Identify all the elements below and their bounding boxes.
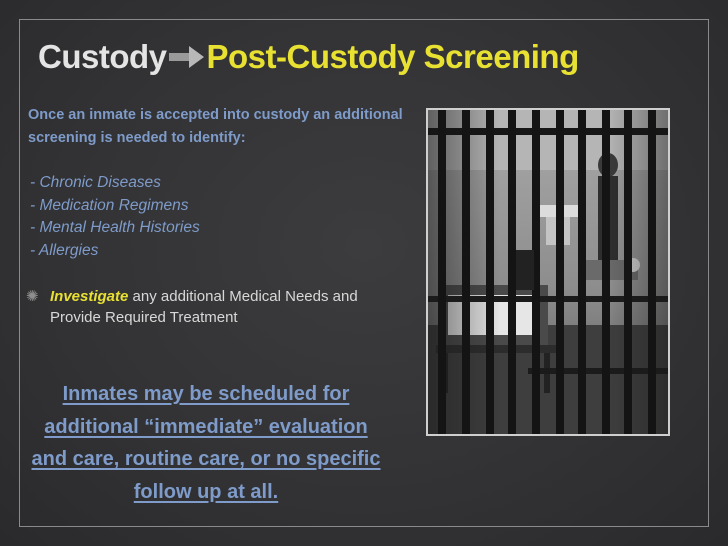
condition-item: - Medication Regimens bbox=[30, 196, 189, 214]
prison-cell-photo bbox=[426, 108, 670, 436]
condition-item: - Mental Health Histories bbox=[30, 219, 200, 236]
investigate-keyword: Investigate bbox=[50, 288, 129, 305]
prison-cell-image bbox=[428, 110, 668, 434]
conditions-list bbox=[30, 172, 200, 262]
slide-title bbox=[38, 38, 579, 76]
asterisk-bullet-icon: ✺ bbox=[26, 288, 39, 305]
title-custody: Custody bbox=[38, 38, 167, 75]
intro-text: Once an inmate is accepted into custody an additional screening is needed to identify: bbox=[28, 107, 403, 146]
investigate-rest: any additional Medical Needs and Provide Required Treatment bbox=[50, 288, 358, 326]
condition-item: - Chronic Diseases bbox=[30, 174, 161, 191]
scheduling-note: Inmates may be scheduled for additional “immediate” evaluation and care, routine care, or no specific follow up at all. bbox=[31, 383, 381, 503]
right-arrow-icon bbox=[169, 44, 205, 70]
investigate-text bbox=[30, 286, 410, 328]
title-post-custody-screening: Post-Custody Screening bbox=[206, 38, 579, 75]
investigate-bullet bbox=[26, 286, 410, 328]
condition-item: - Allergies bbox=[30, 241, 99, 259]
